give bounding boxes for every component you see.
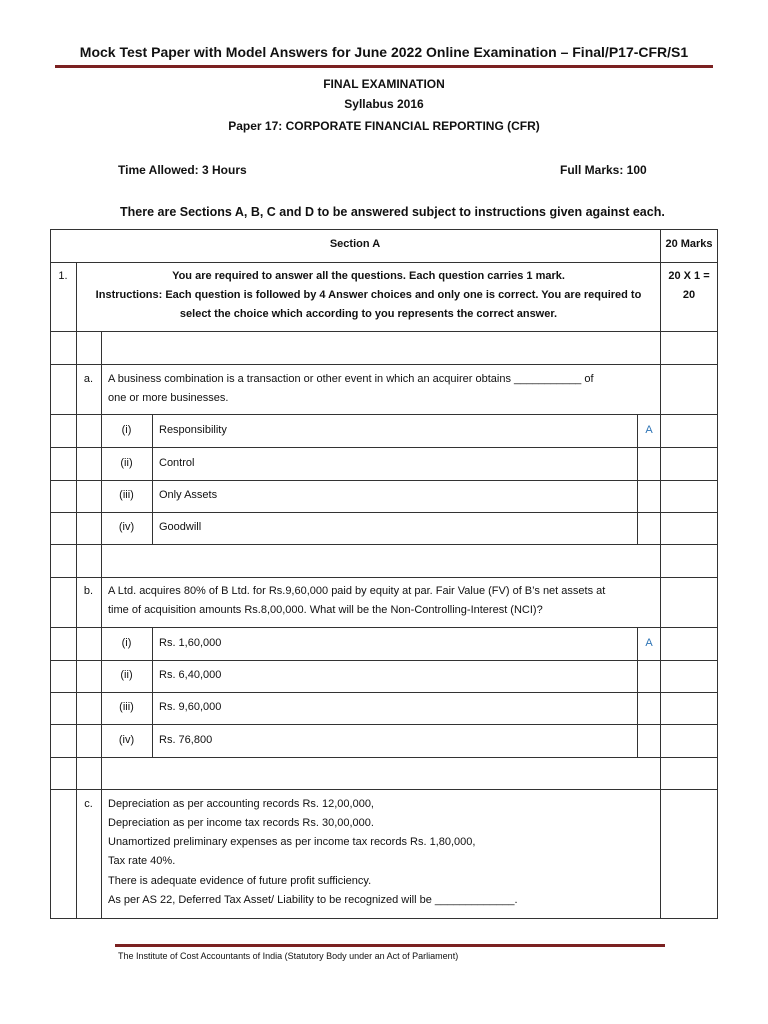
question-text-line-1: A business combination is a transaction or other event in which an acquirer obtains ___________ of: [108, 373, 594, 385]
page-header-title: Mock Test Paper with Model Answers for June 2022 Online Examination – Final/P17-CFR/S1: [79, 44, 689, 60]
table-row-divider: [50, 544, 717, 545]
question-text-line: As per AS 22, Deferred Tax Asset/ Liability to be recognized will be _____________.: [108, 894, 518, 906]
table-row-divider: [50, 627, 717, 628]
question-text-line-2: time of acquisition amounts Rs.8,00,000. What will be the Non-Controlling-Interest (NCI)?: [108, 604, 543, 616]
question-text-line: Tax rate 40%.: [108, 855, 176, 867]
table-border-top: [50, 229, 717, 230]
time-allowed: Time Allowed: 3 Hours: [118, 163, 247, 177]
table-border-right: [717, 229, 718, 919]
question-text-line: Depreciation as per income tax records Rs. 30,00,000.: [108, 817, 374, 829]
option-text: Goodwill: [159, 521, 202, 533]
section-title: Section A: [329, 238, 381, 250]
table-row-divider: [50, 577, 717, 578]
option-text: Rs. 76,800: [159, 734, 213, 746]
table-row-divider: [50, 480, 717, 481]
table-row-divider: [50, 789, 717, 790]
paper-title: Paper 17: CORPORATE FINANCIAL REPORTING (CFR): [228, 119, 540, 133]
table-border-left: [50, 229, 51, 919]
table-border-bottom: [50, 918, 717, 919]
option-number: (ii): [120, 457, 133, 469]
question-text-line: Depreciation as per accounting records Rs. 12,00,000,: [108, 798, 374, 810]
question-text-line: There is adequate evidence of future profit sufficiency.: [108, 875, 372, 887]
footer-divider: [115, 944, 665, 947]
table-row-divider: [50, 512, 717, 513]
option-number: (iii): [119, 701, 134, 713]
table-col-divider: [101, 331, 102, 919]
option-text: Responsibility: [159, 424, 227, 436]
table-col-divider: [660, 229, 661, 919]
option-text: Only Assets: [159, 489, 218, 501]
full-marks: Full Marks: 100: [560, 163, 647, 177]
table-row-divider: [50, 692, 717, 693]
footer-text: The Institute of Cost Accountants of India (Statutory Body under an Act of Parliament): [118, 951, 459, 961]
table-row-divider: [50, 414, 717, 415]
question-text-line: Unamortized preliminary expenses as per income tax records Rs. 1,80,000,: [108, 836, 476, 848]
question-text-line-1: A Ltd. acquires 80% of B Ltd. for Rs.9,60,000 paid by equity at par. Fair Value (FV) of B’s net assets at: [108, 585, 606, 597]
table-row-divider: [50, 724, 717, 725]
table-row-divider: [50, 757, 717, 758]
table-row-divider: [50, 447, 717, 448]
option-number: (iv): [118, 734, 135, 746]
table-row-divider: [50, 364, 717, 365]
table-col-divider: [76, 364, 77, 919]
instructions-line-3: select the choice which according to you represents the correct answer.: [179, 308, 558, 320]
option-text: Control: [159, 457, 195, 469]
sections-note: There are Sections A, B, C and D to be answered subject to instructions given against each.: [120, 205, 665, 219]
option-number: (i): [121, 424, 132, 436]
option-number: (iv): [118, 521, 135, 533]
answer-marker: A: [645, 637, 653, 649]
table-col-divider: [152, 414, 153, 544]
option-number: (i): [121, 637, 132, 649]
question-number: 1.: [58, 270, 68, 282]
section-marks: 20 Marks: [665, 238, 713, 250]
question-label: b.: [83, 585, 94, 597]
table-col-divider: [152, 627, 153, 757]
instructions-line-2: Instructions: Each question is followed by 4 Answer choices and only one is correct. You are required to: [95, 289, 642, 301]
option-text: Rs. 9,60,000: [159, 701, 222, 713]
table-row-divider: [50, 331, 717, 332]
syllabus-title: Syllabus 2016: [344, 97, 424, 111]
question-text-line-2: one or more businesses.: [108, 392, 229, 404]
answer-marker: A: [645, 424, 653, 436]
instructions-line-1: You are required to answer all the questions. Each question carries 1 mark.: [172, 270, 565, 282]
option-text: Rs. 1,60,000: [159, 637, 222, 649]
exam-title: FINAL EXAMINATION: [323, 77, 445, 91]
option-number: (ii): [120, 669, 133, 681]
question-label: a.: [83, 373, 94, 385]
option-text: Rs. 6,40,000: [159, 669, 222, 681]
table-row-divider: [50, 262, 717, 263]
table-row-divider: [50, 660, 717, 661]
question-marks-line-2: 20: [682, 289, 696, 301]
question-marks-line-1: 20 X 1 =: [668, 270, 710, 282]
question-label: c.: [84, 798, 93, 810]
option-number: (iii): [119, 489, 134, 501]
